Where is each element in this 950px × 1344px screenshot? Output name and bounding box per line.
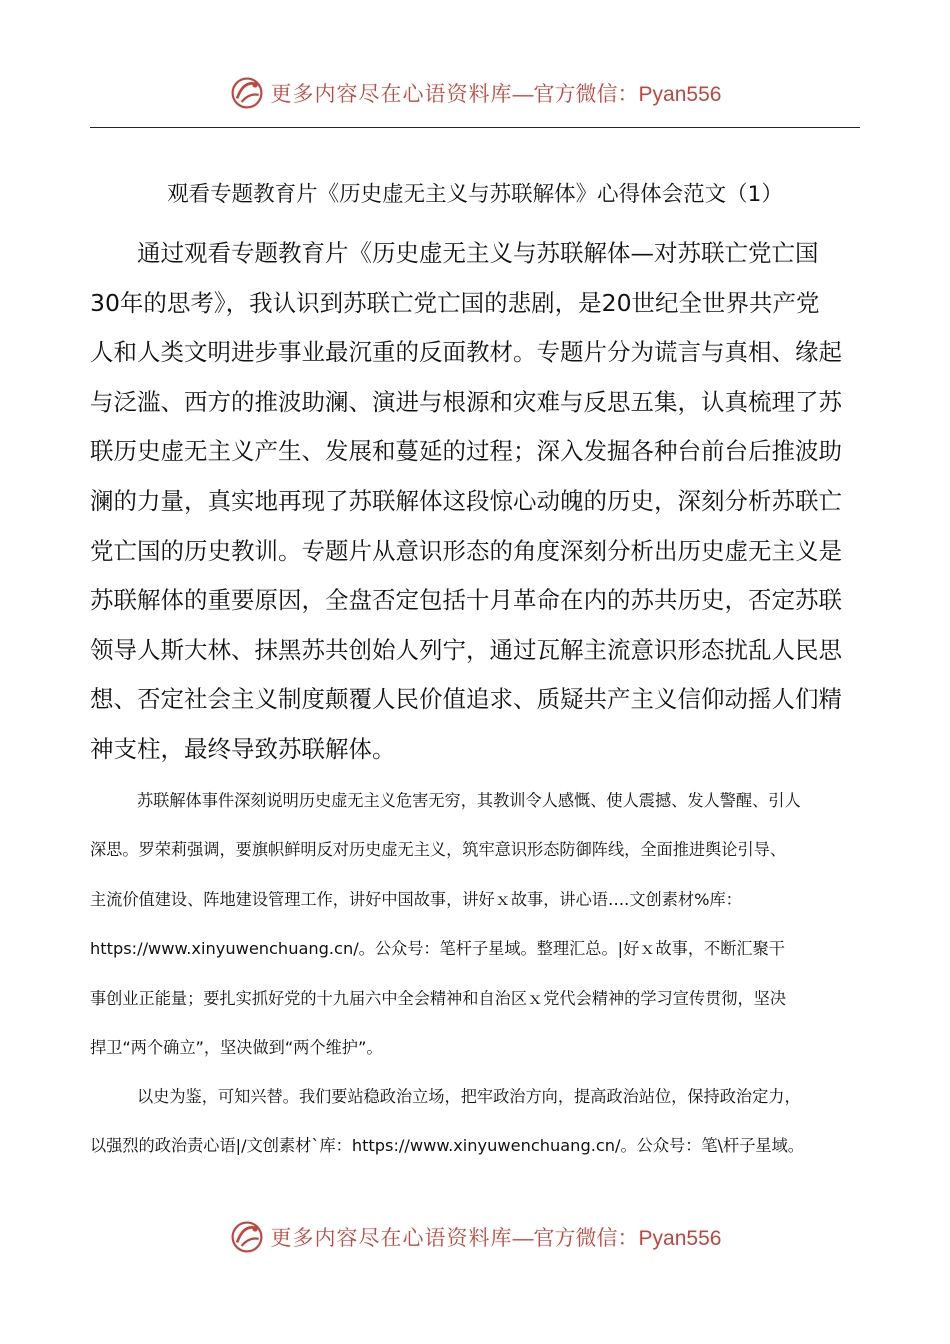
paragraph-line: 以强烈的政治责心语|/文创素材`库：https://www.xinyuwenchuang.cn/。公众号：笔\杆子星域。 (90, 1136, 804, 1156)
paragraph-line: 领导人斯大林、抹黑苏共创始人列宁，通过瓦解主流意识形态扰乱人民思 (90, 635, 842, 664)
paragraph-line: 党亡国的历史教训。专题片从意识形态的角度深刻分析出历史虚无主义是 (90, 536, 842, 565)
paragraph-line: 联历史虚无主义产生、发展和蔓延的过程；深入发掘各种台前台后推波助 (90, 437, 842, 466)
paragraph-line: 深思。罗荣莉强调，要旗帜鲜明反对历史虚无主义，筑牢意识形态防御阵线，全面推进舆论引导、 (90, 840, 787, 860)
brand-wechat: —官方微信：Pyan556 (512, 83, 722, 106)
brand-text (271, 78, 722, 108)
paragraph-line: 神支柱，最终导致苏联解体。 (90, 734, 396, 763)
paragraph-line: 事创业正能量；要扎实抓好党的十九届六中全会精神和自治区ｘ党代会精神的学习宣传贯彻，坚决 (90, 988, 787, 1008)
paragraph-line: 主流价值建设、阵地建设管理工作，讲好中国故事，讲好ｘ故事，讲心语….文创素材%库： (90, 889, 742, 909)
paragraph-line: 苏联解体事件深刻说明历史虚无主义危害无穷，其教训令人感慨、使人震撼、发人警醒、引人 (137, 791, 801, 810)
brand-logo-icon (229, 1219, 265, 1255)
header-divider (90, 127, 860, 128)
paragraph-line: 30年的思考》，我认识到苏联亡党亡国的悲剧，是20世纪全世界共产党 (90, 288, 820, 317)
brand-text (271, 1222, 722, 1252)
paragraph-line: 以史为鉴，可知兴替。我们要站稳政治立场，把牢政治方向，提高政治站位，保持政治定力， (137, 1087, 801, 1106)
paragraph-line: 人和人类文明进步事业最沉重的反面教材。专题片分为谎言与真相、缘起 (90, 338, 842, 367)
paragraph-line: 与泛滥、西方的推波助澜、演进与根源和灾难与反思五集，认真梳理了苏 (90, 387, 842, 416)
brand-name: 更多内容尽在心语资料库 (270, 1226, 513, 1250)
paragraph-line: 苏联解体的重要原因，全盘否定包括十月革命在内的苏共历史，否定苏联 (90, 586, 842, 615)
brand-logo-icon (229, 75, 265, 111)
brand-wechat: —官方微信：Pyan556 (512, 1227, 722, 1250)
paragraph-line: 澜的力量，真实地再现了苏联解体这段惊心动魄的历史，深刻分析苏联亡 (90, 486, 842, 515)
paragraph-line: 想、否定社会主义制度颠覆人民价值追求、质疑共产主义信仰动摇人们精 (90, 685, 842, 714)
paragraph-line: 捍卫“两个确立”，坚决做到“两个维护”。 (90, 1037, 383, 1057)
paragraph-line: https://www.xinyuwenchuang.cn/。公众号：笔杆子星域。整理汇总。|好ｘ故事，不断汇聚干 (90, 939, 785, 959)
paragraph-2 (90, 776, 860, 1072)
paragraph-3 (90, 1072, 860, 1171)
header-brand (0, 71, 950, 115)
paragraph-1 (90, 229, 860, 775)
brand-name: 更多内容尽在心语资料库 (270, 82, 513, 106)
document-title: 观看专题教育片《历史虚无主义与苏联解体》心得体会范文（1） (167, 182, 783, 207)
paragraph-line: 通过观看专题教育片《历史虚无主义与苏联解体—对苏联亡党亡国 (137, 239, 819, 267)
footer-brand (0, 1215, 950, 1259)
